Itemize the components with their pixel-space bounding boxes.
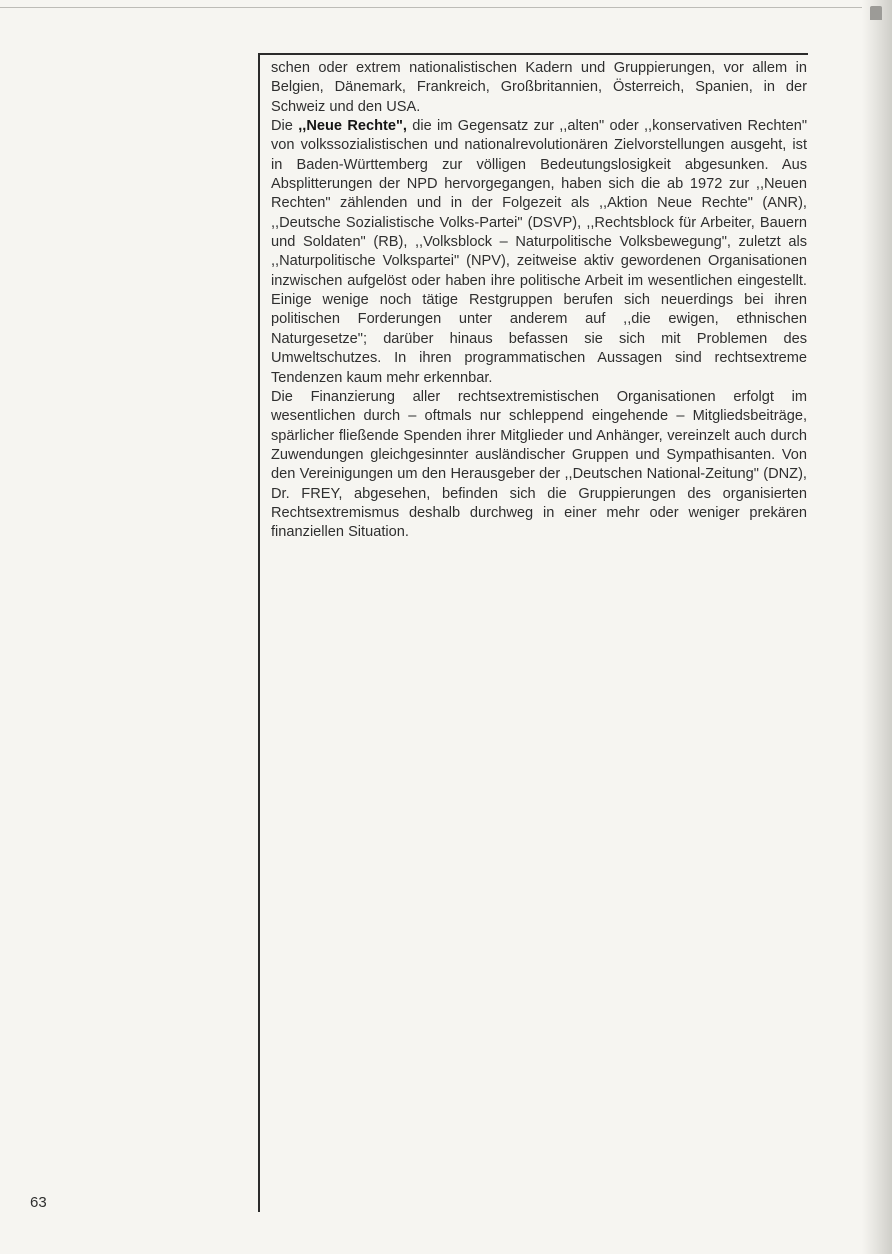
paragraph-2-prefix: Die <box>271 118 299 135</box>
body-text <box>271 59 807 543</box>
paragraph-3 <box>271 388 807 543</box>
page-number: 63 <box>30 1194 47 1211</box>
paragraph-1-text: schen oder extrem nationalistischen Kadern und Gruppierungen, vor allem in Belgien, Dänemark, Frankreich, Großbritannien, Österreich, Spanien, in der Schweiz und den USA. <box>271 60 807 115</box>
paragraph-2-text: die im Gegensatz zur ,,alten" oder ,,konservativen Rechten" von volkssozialistischen und nationalrevolutionären Zielvorstellungen ausgeht, ist in Baden-Württemberg zur völligen Bedeutungslosigkeit abgesunken. Aus Absplitterungen der NPD hervorgegangen, haben sich die ab 1972 zur ,,Neuen Rechten" zählenden und in der Folgezeit als ,,Aktion Neue Rechte" (ANR), ,,Deutsche Sozialistische Volks-Partei" (DSVP), ,,Rechtsblock für Arbeiter, Bauern und Soldaten" (RB), ,,Volksblock – Naturpolitische Volksbewegung", zuletzt als ,,Naturpolitische Volkspartei" (NPV), zeitweise aktiv gewordenen Organisationen inzwischen aufgelöst oder haben ihre politische Arbeit im wesentlichen eingestellt. Einige wenige noch tätige Restgruppen berufen sich neuerdings bei ihren politischen Forderungen unter anderem auf ,,die ewigen, ethnischen Naturgesetze"; darüber hinaus befassen sie sich mit Problemen des Umweltschutzes. In ihren programmatischen Aussagen sind rechtsextreme Tendenzen kaum mehr erkennbar. <box>271 118 808 386</box>
top-edge-rule <box>0 7 868 8</box>
column-left-rule <box>258 53 260 1212</box>
paragraph-1 <box>271 59 807 117</box>
column-top-rule <box>258 53 808 55</box>
paragraph-2 <box>271 117 807 388</box>
page-binding-shadow <box>862 0 892 1254</box>
page-corner-mark <box>870 6 882 20</box>
neue-rechte-term: ,,Neue Rechte", <box>298 118 407 135</box>
paragraph-3-text: Die Finanzierung aller rechtsextremistischen Organisationen erfolgt im wesentlichen durch – oftmals nur schleppend eingehende – Mitgliedsbeiträge, spärlicher fließende Spenden ihrer Mitglieder und Anhänger, vereinzelt auch durch Zuwendungen gleichgesinnter ausländischer Gruppen und Sympathisanten. Von den Vereinigungen um den Herausgeber der ,,Deutschen National-Zeitung" (DNZ), Dr. FREY, abgesehen, befinden sich die Gruppierungen des organisierten Rechtsextremismus deshalb durchweg in einer mehr oder weniger prekären finanziellen Situation. <box>271 388 807 541</box>
